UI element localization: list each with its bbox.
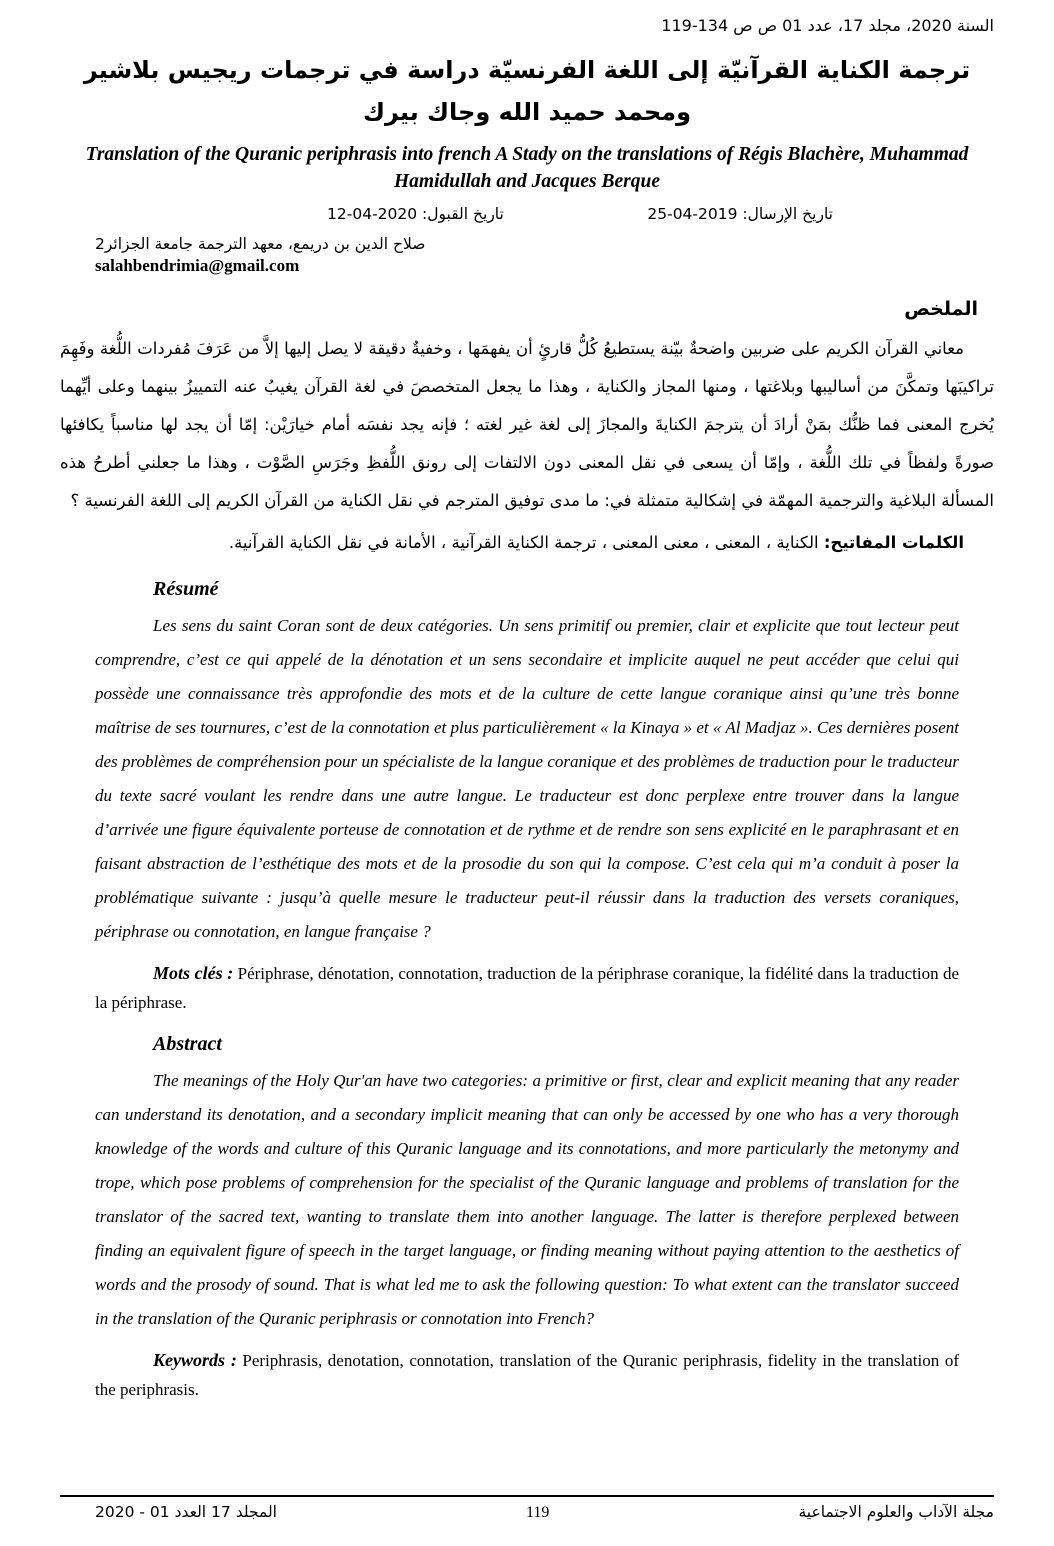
author-email: salahbendrimia@gmail.com — [95, 256, 300, 275]
keywords-label: Keywords : — [153, 1350, 237, 1370]
keywords-line — [95, 1346, 959, 1404]
arabic-keywords — [60, 524, 994, 562]
page-footer — [0, 1495, 1054, 1522]
dates-row — [60, 205, 994, 233]
keywords-text: Periphrasis, denotation, connotation, translation of the Quranic periphrasis, fidelity in the translation of the periphrasis. — [95, 1351, 959, 1399]
resume-text: Les sens du saint Coran sont de deux catégories. Un sens primitif ou premier, clair et explicite que tout lecteur peut comprendre, c’est ce qui appelé de la dénotation et un sens secondaire et implicite auquel ne peut accéder que celui qui possède une connaissance très approfondie des mots et de la culture de cette langue coranique ainsi qu’une très bonne maîtrise de ses tournures, c’est de la connotation et plus particulièrement « la Kinaya » et « Al Madjaz ». Ces dernières posent des problèmes de compréhension pour un spécialiste de la langue coranique et des problèmes de traduction pour le traducteur du texte sacré voulant les rendre dans une autre langue. Le traducteur est donc perplexe entre trouver dans la langue d’arrivée une figure équivalente porteuse de connotation et de rythme et de rendre son sens explicité en le paraphrasant et en faisant abstraction de l’esthétique des mots et de la prosodie du son qui la compose. C’est cela qui m’a conduit à poser la problématique suivante : jusqu’à quelle mesure le traducteur peut-il réussir dans la traduction des versets coraniques, périphrase ou connotation, en langue française ? — [95, 616, 959, 941]
footer-volume-issue: المجلد 17 العدد 01 - 2020 — [95, 1503, 277, 1521]
accepted-date: تاريخ القبول: 2020-04-12 — [327, 205, 504, 223]
footer-journal-name: مجلة الآداب والعلوم الاجتماعية — [798, 1503, 994, 1521]
latin-block — [95, 578, 959, 1404]
abstract-heading: Abstract — [153, 1033, 222, 1055]
arabic-abstract-text: معاني القرآن الكريم على ضربين واضحةٌ بيّنة يستطيعُ كُلُّ قارئٍ أن يفهمَها ، وخفيةٌ دقيقة لا يصل إليها إلاَّ من عَرَفَ مُفردات اللُّغة وفَهِمَ تراكيبَها وتمكَّنَ من أساليبها وبلاغتها ، ومنها المجاز والكناية ، وهذا ما يجعل المتخصصَ في لغة القرآن يغيبُ عنه التمييزُ بينهما وعلى أيِّهما يُخرج المعنى فما ظنُّك بمَنْ أرادَ أن يترجمَ الكنايةَ والمجازَ إلى لغة غير لغته ؛ فإنه يجد نفسَه أمام خيارَيْن: إمّا أن يجد لها مناسباً يكافئها صورةً ولفظاً في تلك اللُّغة ، وإمّا أن يسعى في نقل المعنى دون الالتفات إلى رونق اللُّفظِ وجَرَسِ الصَّوْت ، وهذا ما جعلني أطرحُ هذه المسألة البلاغية والترجمية المهمّة في إشكالية متمثلة في: ما مدى توفيق المترجم في نقل الكناية من القرآن الكريم إلى اللغة الفرنسية ؟ — [60, 339, 994, 510]
article-title-arabic: ترجمة الكناية القرآنيّة إلى اللغة الفرنسيّة دراسة في ترجمات ريجيس بلاشير ومحمد حميد الله وجاك بيرك — [83, 56, 971, 126]
mots-cles-line — [95, 959, 959, 1017]
abstract-text: The meanings of the Holy Qur'an have two categories: a primitive or first, clear and explicit meaning that any reader can understand its denotation, and a secondary implicit meaning that can only be accessed by one who has a very thorough knowledge of the words and culture of this Quranic language and its connotations, and more particularly the metonymy and trope, which pose problems of comprehension for the specialist of the Quranic language and problems of translation for the translator of the sacred text, wanting to translate them into another language. The latter is therefore perplexed between finding an equivalent figure of speech in the target language, or finding meaning without paying attention to the aesthetics of words and the prosody of sound. That is what led me to ask the following question: To what extent can the translator succeed in the translation of the Quranic periphrasis or connotation into French? — [95, 1071, 959, 1328]
arabic-abstract-heading: الملخص — [904, 298, 978, 320]
footer-row — [60, 1497, 994, 1522]
arabic-block — [60, 0, 994, 562]
footer-page-number: 119 — [526, 1504, 550, 1521]
received-date: تاريخ الإرسال: 2019-04-25 — [647, 205, 833, 223]
arabic-keywords-label: الكلمات المفاتيح: — [823, 533, 964, 552]
mots-cles-label: Mots clés : — [153, 963, 234, 983]
author-affiliation: صلاح الدين بن دريمع، معهد الترجمة جامعة الجزائر2 — [95, 235, 426, 253]
resume-heading: Résumé — [153, 578, 219, 600]
journal-issue-line: السنة 2020، مجلد 17، عدد 01 ص ص 134-119 — [661, 16, 994, 35]
mots-cles-text: Périphrase, dénotation, connotation, traduction de la périphrase coranique, la fidélité dans la traduction de la périphrase. — [95, 964, 960, 1012]
arabic-keywords-text: الكناية ، المعنى ، معنى المعنى ، ترجمة الكناية القرآنية ، الأمانة في نقل الكناية القرآنية. — [228, 533, 819, 552]
article-title-english: Translation of the Quranic periphrasis into french A Stady on the translations of Régis Blachère, Muhammad Hamidullah and Jacques Berque — [85, 144, 969, 192]
